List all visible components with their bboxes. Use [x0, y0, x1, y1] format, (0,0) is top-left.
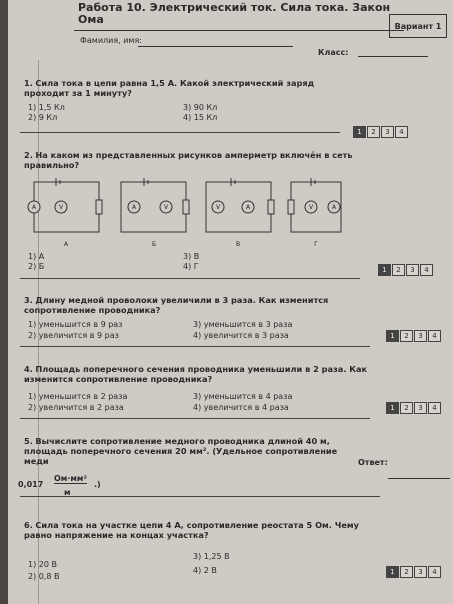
- answer-box[interactable]: 4: [395, 126, 408, 138]
- option[interactable]: 2) увеличится в 9 раз: [28, 331, 119, 340]
- option[interactable]: 4) Г: [183, 262, 199, 271]
- question-4: [24, 364, 384, 384]
- formula-denominator: м: [64, 488, 71, 497]
- page-title: Работа 10. Электрический ток. Сила тока. Закон Ома: [78, 1, 391, 26]
- answer-box[interactable]: 3: [414, 402, 427, 414]
- question-3: [24, 295, 384, 315]
- answer-label: Ответ:: [358, 458, 388, 467]
- answer-box[interactable]: 1: [378, 264, 391, 276]
- question-number: 1.: [24, 78, 33, 88]
- class-label: Класс:: [318, 48, 349, 57]
- answer-boxes[interactable]: [386, 402, 441, 414]
- option[interactable]: 4) 2 В: [193, 566, 217, 575]
- figure-label: Б: [151, 241, 157, 248]
- formula-numerator: Ом·мм²: [54, 474, 87, 483]
- answer-box[interactable]: 2: [392, 264, 405, 276]
- worksheet: [8, 0, 453, 604]
- answer-field[interactable]: [388, 478, 450, 479]
- option[interactable]: 4) увеличится в 4 раза: [193, 403, 289, 412]
- answer-box[interactable]: 2: [400, 566, 413, 578]
- question-text: Сила тока на участке цепи 4 А, сопротивление реостата 5 Ом. Чему равно напряжение на концах участка?: [24, 520, 359, 540]
- question-text: Длину медной проволоки увеличили в 3 раза. Как изменится сопротивление проводника?: [24, 295, 329, 315]
- answer-box[interactable]: 3: [381, 126, 394, 138]
- option[interactable]: 4) 15 Кл: [183, 113, 218, 122]
- name-field[interactable]: [138, 46, 293, 47]
- ammeter-label: A: [31, 204, 37, 211]
- option[interactable]: 2) 0,8 В: [28, 572, 60, 581]
- option[interactable]: 1) уменьшится в 2 раза: [28, 392, 128, 401]
- voltmeter-label: V: [58, 204, 64, 211]
- answer-box[interactable]: 4: [420, 264, 433, 276]
- figure-label: Г: [314, 241, 318, 248]
- question-number: 2.: [24, 150, 33, 160]
- ammeter-label: A: [331, 204, 337, 211]
- option[interactable]: 3) В: [183, 252, 200, 261]
- option[interactable]: 1) 1,5 Кл: [28, 103, 65, 112]
- divider: [20, 278, 360, 279]
- question-number: 3.: [24, 295, 33, 305]
- question-number: 5.: [24, 436, 33, 446]
- class-field[interactable]: [358, 56, 428, 57]
- answer-box[interactable]: 1: [386, 566, 399, 578]
- question-5: [24, 436, 364, 466]
- variant-badge: Вариант 1: [389, 14, 447, 38]
- voltmeter-label: V: [308, 204, 314, 211]
- option[interactable]: 2) увеличится в 2 раза: [28, 403, 124, 412]
- option[interactable]: 1) А: [28, 252, 45, 261]
- option[interactable]: 3) 90 Кл: [183, 103, 218, 112]
- answer-box[interactable]: 3: [414, 330, 427, 342]
- question-text: Площадь поперечного сечения проводника уменьшили в 2 раза. Как изменится сопротивление проводника?: [24, 364, 368, 384]
- answer-box[interactable]: 2: [367, 126, 380, 138]
- name-label: Фамилия, имя:: [80, 36, 142, 45]
- answer-box[interactable]: 3: [414, 566, 427, 578]
- option[interactable]: 3) уменьшится в 4 раза: [193, 392, 293, 401]
- option[interactable]: 3) уменьшится в 3 раза: [193, 320, 293, 329]
- divider: [20, 418, 370, 419]
- question-2: [24, 150, 364, 170]
- divider: [20, 132, 340, 133]
- question-text: Сила тока в цепи равна 1,5 А. Какой электрический заряд проходит за 1 минуту?: [24, 78, 315, 98]
- question-1: [24, 78, 354, 98]
- option[interactable]: 2) 9 Кл: [28, 113, 58, 122]
- figure-label: В: [235, 241, 241, 248]
- figure-label: А: [63, 241, 69, 248]
- header: [60, 0, 453, 62]
- answer-box[interactable]: 4: [428, 402, 441, 414]
- option[interactable]: 1) 20 В: [28, 560, 57, 569]
- answer-boxes[interactable]: [353, 126, 408, 138]
- question-number: 4.: [24, 364, 33, 374]
- answer-boxes[interactable]: [386, 566, 441, 578]
- ammeter-label: A: [245, 204, 251, 211]
- option[interactable]: 4) увеличится в 3 раза: [193, 331, 289, 340]
- ammeter-label: A: [131, 204, 137, 211]
- answer-box[interactable]: 4: [428, 330, 441, 342]
- answer-box[interactable]: 1: [353, 126, 366, 138]
- voltmeter-label: V: [163, 204, 169, 211]
- circuit-figures: [26, 172, 346, 252]
- answer-box[interactable]: 3: [406, 264, 419, 276]
- answer-box[interactable]: 4: [428, 566, 441, 578]
- formula-end: .): [94, 480, 101, 489]
- question-6: [24, 520, 364, 540]
- option[interactable]: 1) уменьшится в 9 раз: [28, 320, 123, 329]
- answer-box[interactable]: 1: [386, 330, 399, 342]
- formula-value: 0,017: [18, 480, 44, 489]
- question-number: 6.: [24, 520, 33, 530]
- question-text: На каком из представленных рисунков амперметр включён в сеть правильно?: [24, 150, 353, 170]
- option[interactable]: 2) Б: [28, 262, 45, 271]
- answer-box[interactable]: 1: [386, 402, 399, 414]
- answer-box[interactable]: 2: [400, 402, 413, 414]
- voltmeter-label: V: [215, 204, 221, 211]
- answer-boxes[interactable]: [378, 264, 433, 276]
- divider: [20, 496, 380, 497]
- question-text: Вычислите сопротивление медного проводника длиной 40 м, площадь поперечного сечения 20 мм². (Удельное сопротивление меди: [24, 436, 338, 466]
- answer-boxes[interactable]: [386, 330, 441, 342]
- option[interactable]: 3) 1,25 В: [193, 552, 230, 561]
- answer-box[interactable]: 2: [400, 330, 413, 342]
- divider: [20, 346, 370, 347]
